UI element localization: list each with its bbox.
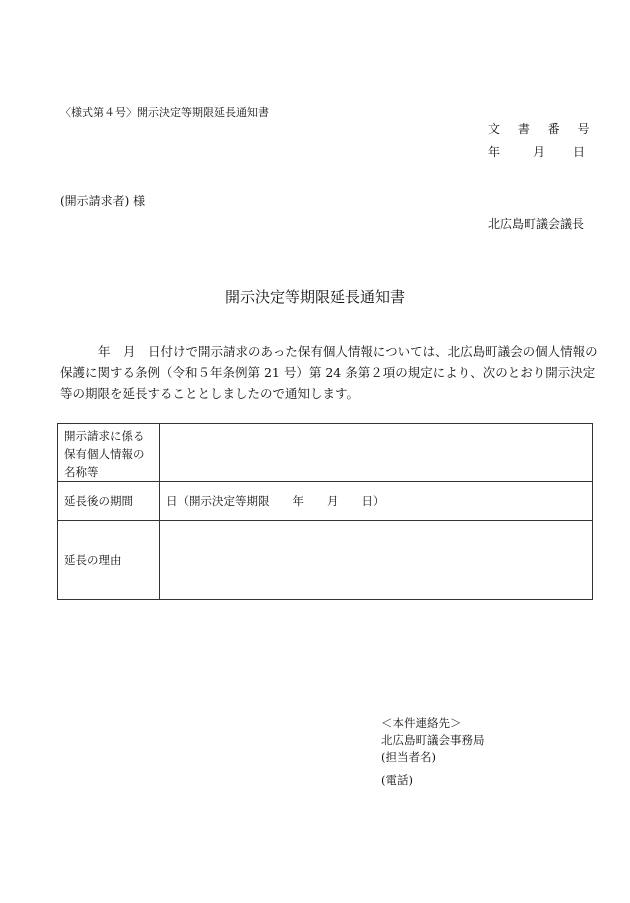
date-year: 年 xyxy=(488,145,501,159)
row-label-period: 延長後の期間 xyxy=(58,482,160,521)
form-number: 〈様式第４号〉開示決定等期限延長通知書 xyxy=(60,106,269,119)
extension-table xyxy=(57,423,593,600)
date-month: 月 xyxy=(533,145,546,159)
row-value-info-name xyxy=(160,424,593,482)
row-label-info-name: 開示請求に係る保有個人情報の名称等 xyxy=(58,424,160,482)
table-row xyxy=(58,482,593,521)
table-row xyxy=(58,424,593,482)
contact-office: 北広島町議会事務局 xyxy=(381,733,485,747)
notice-body: 年 月 日付けで開示請求のあった保有個人情報については、北広島町議会の個人情報の保護に関する条例（令和５年条例第 21 号）第 24 条第２項の規定により、次のとおり開示決定等の期限を延長することとしましたので通知します。 xyxy=(60,344,598,401)
recipient: (開示請求者) 様 xyxy=(60,194,146,208)
sender: 北広島町議会議長 xyxy=(488,217,585,231)
contact-block xyxy=(381,715,485,789)
issue-date xyxy=(488,143,585,160)
row-value-reason xyxy=(160,521,593,600)
row-label-reason: 延長の理由 xyxy=(58,521,160,600)
contact-heading: ＜本件連絡先＞ xyxy=(381,716,462,730)
contact-person: (担当者名) xyxy=(381,750,436,764)
document-title: 開示決定等期限延長通知書 xyxy=(224,288,405,306)
contact-phone: (電話) xyxy=(381,773,413,787)
document-number-label: 文 書 番 号 xyxy=(488,122,597,136)
table-row xyxy=(58,521,593,600)
date-day: 日 xyxy=(573,145,586,159)
row-value-period: 日（開示決定等期限 年 月 日） xyxy=(160,482,593,521)
